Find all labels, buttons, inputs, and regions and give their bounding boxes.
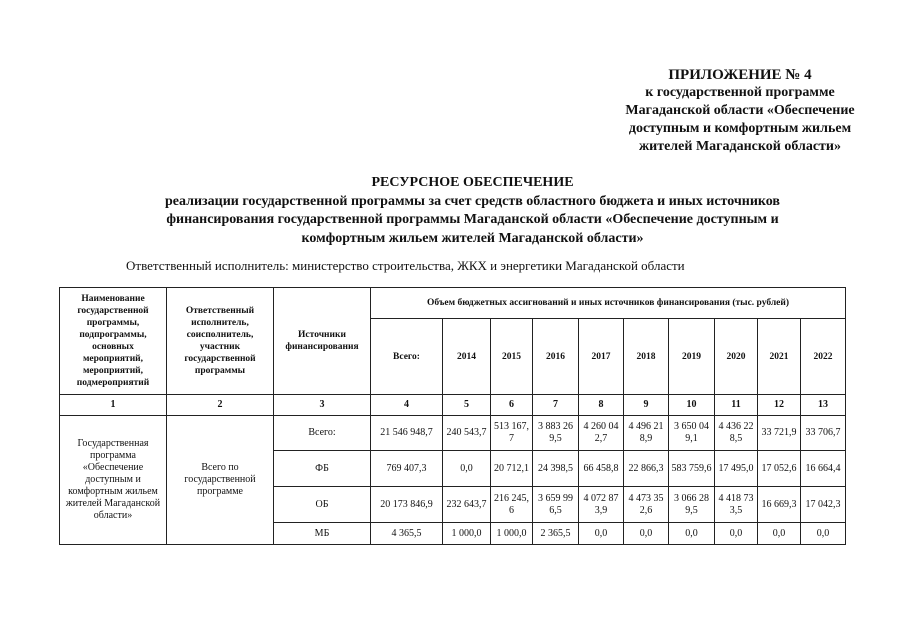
header-source: Источники финансирования: [274, 288, 371, 395]
title-line: РЕСУРСНОЕ ОБЕСПЕЧЕНИЕ: [371, 175, 574, 190]
column-number: 6: [491, 395, 533, 416]
annex-heading: [600, 66, 880, 156]
value-cell: 232 643,7: [443, 487, 491, 523]
column-number: 10: [669, 395, 715, 416]
column-number: 5: [443, 395, 491, 416]
source-cell: ОБ: [274, 487, 371, 523]
value-cell: 240 543,7: [443, 416, 491, 451]
title-line: реализации государственной программы за счет средств областного бюджета и иных источников: [164, 193, 780, 209]
header-responsible: Ответственный исполнитель, соисполнитель, участник государственной программы: [167, 288, 274, 395]
annex-line: жителей Магаданской области»: [639, 139, 841, 154]
value-cell: 0,0: [579, 523, 624, 545]
value-cell: 4 473 352,6: [624, 487, 669, 523]
header-year: 2018: [624, 319, 669, 395]
value-cell: 583 759,6: [669, 451, 715, 487]
value-cell: 16 669,3: [758, 487, 801, 523]
column-number: 9: [624, 395, 669, 416]
source-cell: Всего:: [274, 416, 371, 451]
value-cell: 0,0: [669, 523, 715, 545]
value-cell: 17 042,3: [801, 487, 846, 523]
responsible-executor: Ответственный исполнитель: министерство строительства, ЖКХ и энергетики Магаданской области: [126, 258, 685, 273]
source-cell: ФБ: [274, 451, 371, 487]
value-cell: 17 052,6: [758, 451, 801, 487]
value-cell: 513 167,7: [491, 416, 533, 451]
header-total: Всего:: [371, 319, 443, 395]
value-cell: 769 407,3: [371, 451, 443, 487]
value-cell: 0,0: [715, 523, 758, 545]
column-number: 12: [758, 395, 801, 416]
value-cell: 33 706,7: [801, 416, 846, 451]
value-cell: 20 712,1: [491, 451, 533, 487]
value-cell: 4 365,5: [371, 523, 443, 545]
value-cell: 4 072 873,9: [579, 487, 624, 523]
header-year: 2022: [801, 319, 846, 395]
column-number: 3: [274, 395, 371, 416]
source-cell: МБ: [274, 523, 371, 545]
value-cell: 3 883 269,5: [533, 416, 579, 451]
value-cell: 66 458,8: [579, 451, 624, 487]
header-year: 2014: [443, 319, 491, 395]
table-row: [60, 416, 846, 451]
header-year: 2017: [579, 319, 624, 395]
value-cell: 1 000,0: [491, 523, 533, 545]
value-cell: 22 866,3: [624, 451, 669, 487]
column-number: 2: [167, 395, 274, 416]
value-cell: 4 496 218,9: [624, 416, 669, 451]
annex-line: Магаданской области «Обеспечение: [625, 103, 855, 118]
title-line: финансирования государственной программы Магаданской области «Обеспечение доступным и: [166, 212, 779, 227]
document-title: [100, 174, 845, 248]
value-cell: 24 398,5: [533, 451, 579, 487]
annex-line: к государственной программе: [645, 85, 835, 100]
value-cell: 33 721,9: [758, 416, 801, 451]
column-number: 11: [715, 395, 758, 416]
header-year: 2021: [758, 319, 801, 395]
value-cell: 216 245,6: [491, 487, 533, 523]
annex-line: доступным и комфортным жильем: [628, 121, 852, 136]
value-cell: 0,0: [624, 523, 669, 545]
value-cell: 4 418 733,5: [715, 487, 758, 523]
value-cell: 4 260 042,7: [579, 416, 624, 451]
column-number-row: [60, 395, 846, 416]
column-number: 7: [533, 395, 579, 416]
value-cell: 21 546 948,7: [371, 416, 443, 451]
value-cell: 17 495,0: [715, 451, 758, 487]
header-year: 2020: [715, 319, 758, 395]
responsible-cell: Всего по государственной программе: [167, 416, 274, 545]
value-cell: 16 664,4: [801, 451, 846, 487]
column-number: 8: [579, 395, 624, 416]
column-number: 13: [801, 395, 846, 416]
header-name: Наименование государственной программы, подпрограммы, основных мероприятий, мероприятий, подмероприятий: [60, 288, 167, 395]
header-year: 2016: [533, 319, 579, 395]
value-cell: 3 659 996,5: [533, 487, 579, 523]
resource-table: [59, 287, 846, 545]
annex-number: ПРИЛОЖЕНИЕ № 4: [668, 67, 812, 83]
value-cell: 2 365,5: [533, 523, 579, 545]
value-cell: 3 066 289,5: [669, 487, 715, 523]
value-cell: 0,0: [758, 523, 801, 545]
value-cell: 3 650 049,1: [669, 416, 715, 451]
header-year: 2019: [669, 319, 715, 395]
header-volume: Объем бюджетных ассигнований и иных источников финансирования (тыс. рублей): [371, 288, 846, 319]
column-number: 4: [371, 395, 443, 416]
header-year: 2015: [491, 319, 533, 395]
title-line: комфортным жильем жителей Магаданской области»: [301, 230, 644, 246]
column-number: 1: [60, 395, 167, 416]
value-cell: 4 436 228,5: [715, 416, 758, 451]
value-cell: 20 173 846,9: [371, 487, 443, 523]
value-cell: 1 000,0: [443, 523, 491, 545]
program-name-cell: Государственная программа «Обеспечение доступным и комфортным жильем жителей Магаданской области»: [60, 416, 167, 545]
value-cell: 0,0: [801, 523, 846, 545]
value-cell: 0,0: [443, 451, 491, 487]
